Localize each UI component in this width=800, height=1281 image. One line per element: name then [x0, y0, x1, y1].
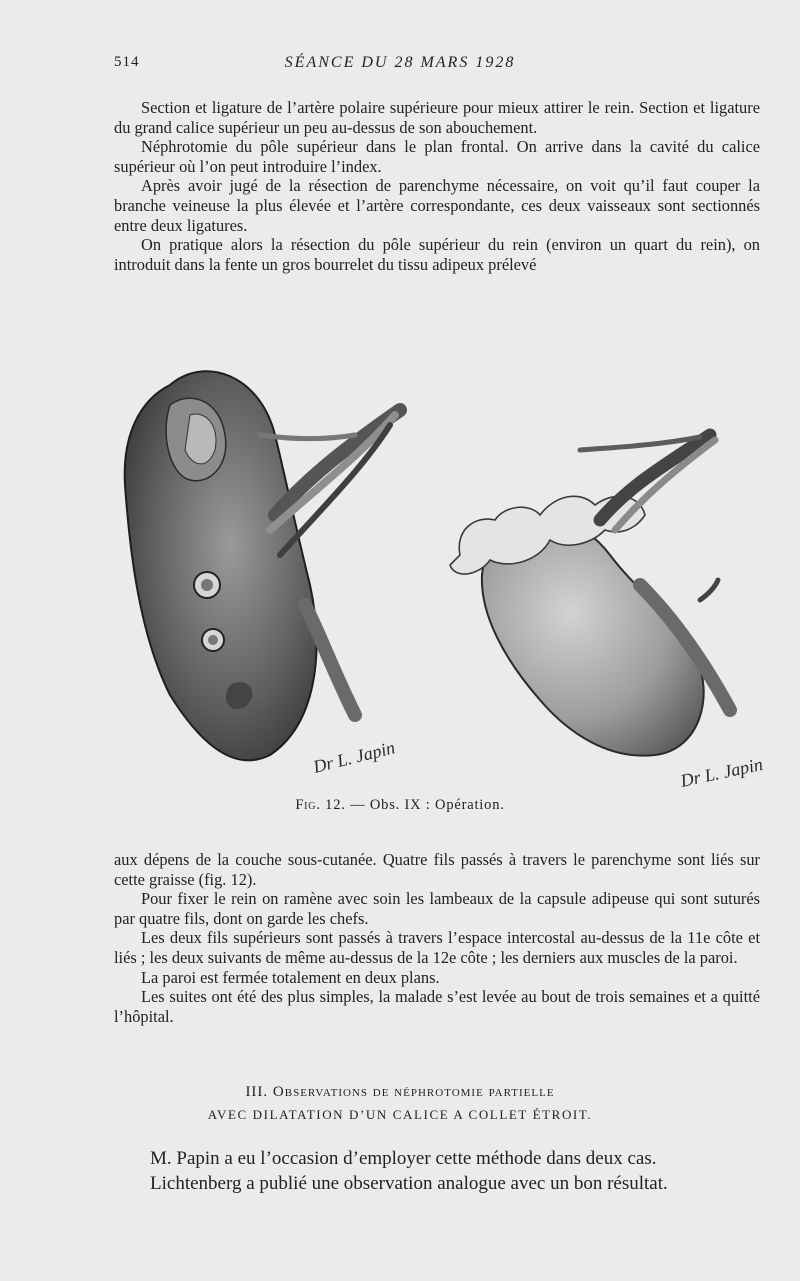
paragraph: Les suites ont été des plus simples, la malade s’est levée au bout de trois semaines et a quitté l’hôpital. [114, 987, 760, 1026]
page-header [0, 54, 800, 78]
figure-12-illustration [110, 355, 770, 795]
paragraph: On pratique alors la résection du pôle supérieur du rein (environ un quart du rein), on introduit dans la fente un gros bourrelet du tissu adipeux prélevé [114, 235, 760, 274]
page-number: 514 [114, 54, 140, 70]
figure-caption [0, 797, 800, 814]
paragraph: Après avoir jugé de la résection de parenchyme nécessaire, on voit qu’il faut couper la branche veineuse la plus élevée et l’artère correspondante, ces deux vaisseaux sont sectionnés entre deux ligatures. [114, 176, 760, 235]
running-head: SÉANCE DU 28 MARS 1928 [284, 54, 516, 71]
illustrator-signature-right: Dr L. Japin [678, 753, 765, 791]
paragraph: Section et ligature de l’artère polaire supérieure pour mieux attirer le rein. Section et ligature du grand calice supérieur un peu au-dessus de son abouchement. [114, 98, 760, 137]
paragraph: Lichtenberg a publié une observation analogue avec un bon résultat. [150, 1173, 668, 1194]
paragraph: Pour fixer le rein on ramène avec soin les lambeaux de la capsule adipeuse qui sont suturés par quatre fils, dont on garde les chefs. [114, 889, 760, 928]
section-heading-line-2: AVEC DILATATION D’UN CALICE A COLLET ÉTROIT. [207, 1107, 593, 1122]
bottom-text-block [114, 850, 760, 1026]
paragraph: M. Papin a eu l’occasion d’employer cette méthode dans deux cas. [150, 1148, 657, 1169]
section-heading [0, 1082, 800, 1126]
right-kidney-drawing [450, 435, 730, 756]
illustrator-signature-left: Dr L. Japin [311, 737, 398, 777]
figure-caption-text: — Obs. IX : Opération. [345, 797, 505, 813]
paragraph: Néphrotomie du pôle supérieur dans le plan frontal. On arrive dans la cavité du calice supérieur où l’on peut introduire l’index. [114, 137, 760, 176]
section-heading-line-1: III. Observations de néphrotomie partielle [245, 1084, 555, 1100]
paragraph: Les deux fils supérieurs sont passés à travers l’espace intercostal au-dessus de la 11e côte et liés ; les deux suivants de même au-dessus de la 12e côte ; les derniers aux muscles de la paroi. [114, 928, 760, 967]
paragraph: La paroi est fermée totalement en deux plans. [141, 967, 440, 987]
paragraph: aux dépens de la couche sous-cutanée. Quatre fils passés à travers le parenchyme sont liés sur cette graisse (fig. 12). [114, 850, 760, 889]
top-text-block [114, 98, 760, 274]
figure-caption-label: Fig. 12. [295, 797, 346, 813]
left-kidney-drawing [125, 371, 400, 760]
final-text-block [150, 1146, 764, 1196]
